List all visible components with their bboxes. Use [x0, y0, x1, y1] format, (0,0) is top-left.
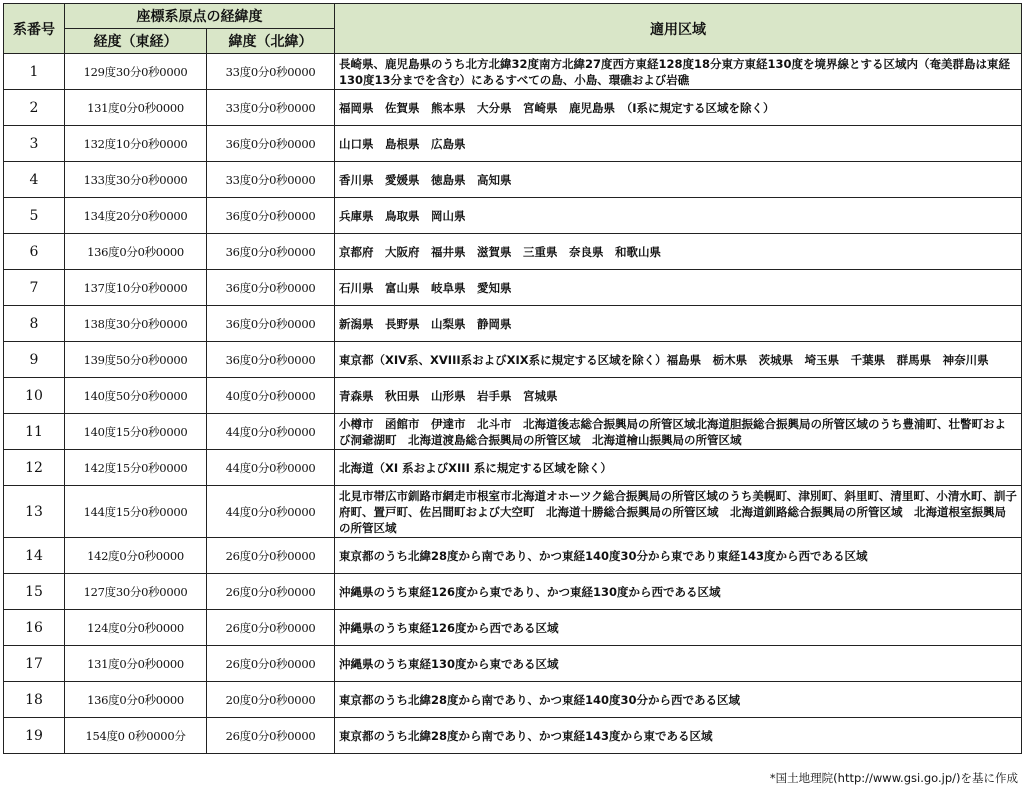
system-number: 5	[4, 198, 65, 234]
system-number: 2	[4, 90, 65, 126]
origin-longitude: 136度0分0秒0000	[65, 234, 207, 270]
system-number: 1	[4, 54, 65, 90]
applicable-area: 兵庫県 鳥取県 岡山県	[335, 198, 1022, 234]
origin-latitude: 36度0分0秒0000	[207, 126, 335, 162]
origin-longitude: 129度30分0秒0000	[65, 54, 207, 90]
table-row	[4, 538, 1022, 574]
table-row	[4, 234, 1022, 270]
table-row	[4, 378, 1022, 414]
origin-latitude: 26度0分0秒0000	[207, 646, 335, 682]
header-latitude: 緯度（北緯）	[207, 29, 335, 54]
applicable-area: 新潟県 長野県 山梨県 静岡県	[335, 306, 1022, 342]
applicable-area: 山口県 島根県 広島県	[335, 126, 1022, 162]
origin-latitude: 44度0分0秒0000	[207, 414, 335, 450]
origin-longitude: 144度15分0秒0000	[65, 486, 207, 538]
origin-longitude: 136度0分0秒0000	[65, 682, 207, 718]
system-number: 10	[4, 378, 65, 414]
origin-latitude: 44度0分0秒0000	[207, 450, 335, 486]
applicable-area: 香川県 愛媛県 徳島県 高知県	[335, 162, 1022, 198]
header-area: 適用区域	[335, 4, 1022, 54]
applicable-area: 石川県 富山県 岐阜県 愛知県	[335, 270, 1022, 306]
table-row	[4, 198, 1022, 234]
system-number: 4	[4, 162, 65, 198]
origin-latitude: 33度0分0秒0000	[207, 90, 335, 126]
coordinate-system-table	[3, 3, 1022, 754]
applicable-area: 小樽市 函館市 伊達市 北斗市 北海道後志総合振興局の所管区域北海道胆振総合振興局の所管区域のうち豊浦町、壮瞥町および洞爺湖町 北海道渡島総合振興局の所管区域 北海道檜山振興局の所管区域	[335, 414, 1022, 450]
table-row	[4, 270, 1022, 306]
table-row	[4, 126, 1022, 162]
origin-longitude: 139度50分0秒0000	[65, 342, 207, 378]
header-row-1	[4, 4, 1022, 29]
system-number: 6	[4, 234, 65, 270]
origin-latitude: 36度0分0秒0000	[207, 234, 335, 270]
origin-longitude: 140度15分0秒0000	[65, 414, 207, 450]
table-row	[4, 342, 1022, 378]
system-number: 3	[4, 126, 65, 162]
applicable-area: 北海道（XI 系およびXIII 系に規定する区域を除く）	[335, 450, 1022, 486]
table-row	[4, 718, 1022, 754]
table-row	[4, 486, 1022, 538]
system-number: 11	[4, 414, 65, 450]
system-number: 9	[4, 342, 65, 378]
origin-latitude: 26度0分0秒0000	[207, 718, 335, 754]
origin-latitude: 36度0分0秒0000	[207, 306, 335, 342]
applicable-area: 北見市帯広市釧路市網走市根室市北海道オホーツク総合振興局の所管区域のうち美幌町、津別町、斜里町、清里町、小清水町、訓子府町、置戸町、佐呂間町および大空町 北海道十勝総合振興局の所管区域 北海道釧路総合振興局の所管区域 北海道根室振興局の所管区域	[335, 486, 1022, 538]
applicable-area: 京都府 大阪府 福井県 滋賀県 三重県 奈良県 和歌山県	[335, 234, 1022, 270]
applicable-area: 東京都のうち北緯28度から南であり、かつ東経143度から東である区域	[335, 718, 1022, 754]
header-system-no: 系番号	[4, 4, 65, 54]
applicable-area: 長崎県、鹿児島県のうち北方北緯32度南方北緯27度西方東経128度18分東方東経130度を境界線とする区域内（奄美群島は東経130度13分までを含む）にあるすべての島、小島、環礁および岩礁	[335, 54, 1022, 90]
coordinate-system-table-container	[3, 3, 1021, 754]
header-longitude: 経度（東経）	[65, 29, 207, 54]
origin-latitude: 33度0分0秒0000	[207, 54, 335, 90]
table-row	[4, 162, 1022, 198]
origin-longitude: 132度10分0秒0000	[65, 126, 207, 162]
origin-latitude: 26度0分0秒0000	[207, 574, 335, 610]
origin-longitude: 142度15分0秒0000	[65, 450, 207, 486]
origin-latitude: 36度0分0秒0000	[207, 198, 335, 234]
system-number: 16	[4, 610, 65, 646]
header-origin: 座標系原点の経緯度	[65, 4, 335, 29]
origin-longitude: 137度10分0秒0000	[65, 270, 207, 306]
table-row	[4, 54, 1022, 90]
system-number: 17	[4, 646, 65, 682]
origin-latitude: 33度0分0秒0000	[207, 162, 335, 198]
origin-latitude: 36度0分0秒0000	[207, 342, 335, 378]
origin-longitude: 154度0 0秒0000分	[65, 718, 207, 754]
system-number: 12	[4, 450, 65, 486]
applicable-area: 東京都（XIV系、XVIII系およびXIX系に規定する区域を除く）福島県 栃木県 茨城県 埼玉県 千葉県 群馬県 神奈川県	[335, 342, 1022, 378]
system-number: 7	[4, 270, 65, 306]
table-row	[4, 646, 1022, 682]
system-number: 15	[4, 574, 65, 610]
table-row	[4, 682, 1022, 718]
origin-latitude: 26度0分0秒0000	[207, 538, 335, 574]
origin-latitude: 40度0分0秒0000	[207, 378, 335, 414]
origin-longitude: 131度0分0秒0000	[65, 90, 207, 126]
applicable-area: 青森県 秋田県 山形県 岩手県 宮城県	[335, 378, 1022, 414]
table-row	[4, 90, 1022, 126]
system-number: 18	[4, 682, 65, 718]
origin-longitude: 142度0分0秒0000	[65, 538, 207, 574]
origin-longitude: 133度30分0秒0000	[65, 162, 207, 198]
origin-latitude: 44度0分0秒0000	[207, 486, 335, 538]
origin-latitude: 26度0分0秒0000	[207, 610, 335, 646]
origin-longitude: 124度0分0秒0000	[65, 610, 207, 646]
source-footnote: *国土地理院(http://www.gsi.go.jp/)を基に作成	[769, 771, 1018, 785]
applicable-area: 沖縄県のうち東経130度から東である区域	[335, 646, 1022, 682]
system-number: 14	[4, 538, 65, 574]
origin-longitude: 134度20分0秒0000	[65, 198, 207, 234]
origin-longitude: 140度50分0秒0000	[65, 378, 207, 414]
table-row	[4, 414, 1022, 450]
table-row	[4, 450, 1022, 486]
origin-longitude: 131度0分0秒0000	[65, 646, 207, 682]
applicable-area: 東京都のうち北緯28度から南であり、かつ東経140度30分から東であり東経143度から西である区域	[335, 538, 1022, 574]
table-row	[4, 610, 1022, 646]
system-number: 8	[4, 306, 65, 342]
origin-latitude: 20度0分0秒0000	[207, 682, 335, 718]
applicable-area: 東京都のうち北緯28度から南であり、かつ東経140度30分から西である区域	[335, 682, 1022, 718]
applicable-area: 沖縄県のうち東経126度から西である区域	[335, 610, 1022, 646]
system-number: 13	[4, 486, 65, 538]
origin-longitude: 127度30分0秒0000	[65, 574, 207, 610]
applicable-area: 沖縄県のうち東経126度から東であり、かつ東経130度から西である区域	[335, 574, 1022, 610]
table-row	[4, 306, 1022, 342]
origin-longitude: 138度30分0秒0000	[65, 306, 207, 342]
table-row	[4, 574, 1022, 610]
applicable-area: 福岡県 佐賀県 熊本県 大分県 宮崎県 鹿児島県 （I系に規定する区域を除く）	[335, 90, 1022, 126]
system-number: 19	[4, 718, 65, 754]
origin-latitude: 36度0分0秒0000	[207, 270, 335, 306]
